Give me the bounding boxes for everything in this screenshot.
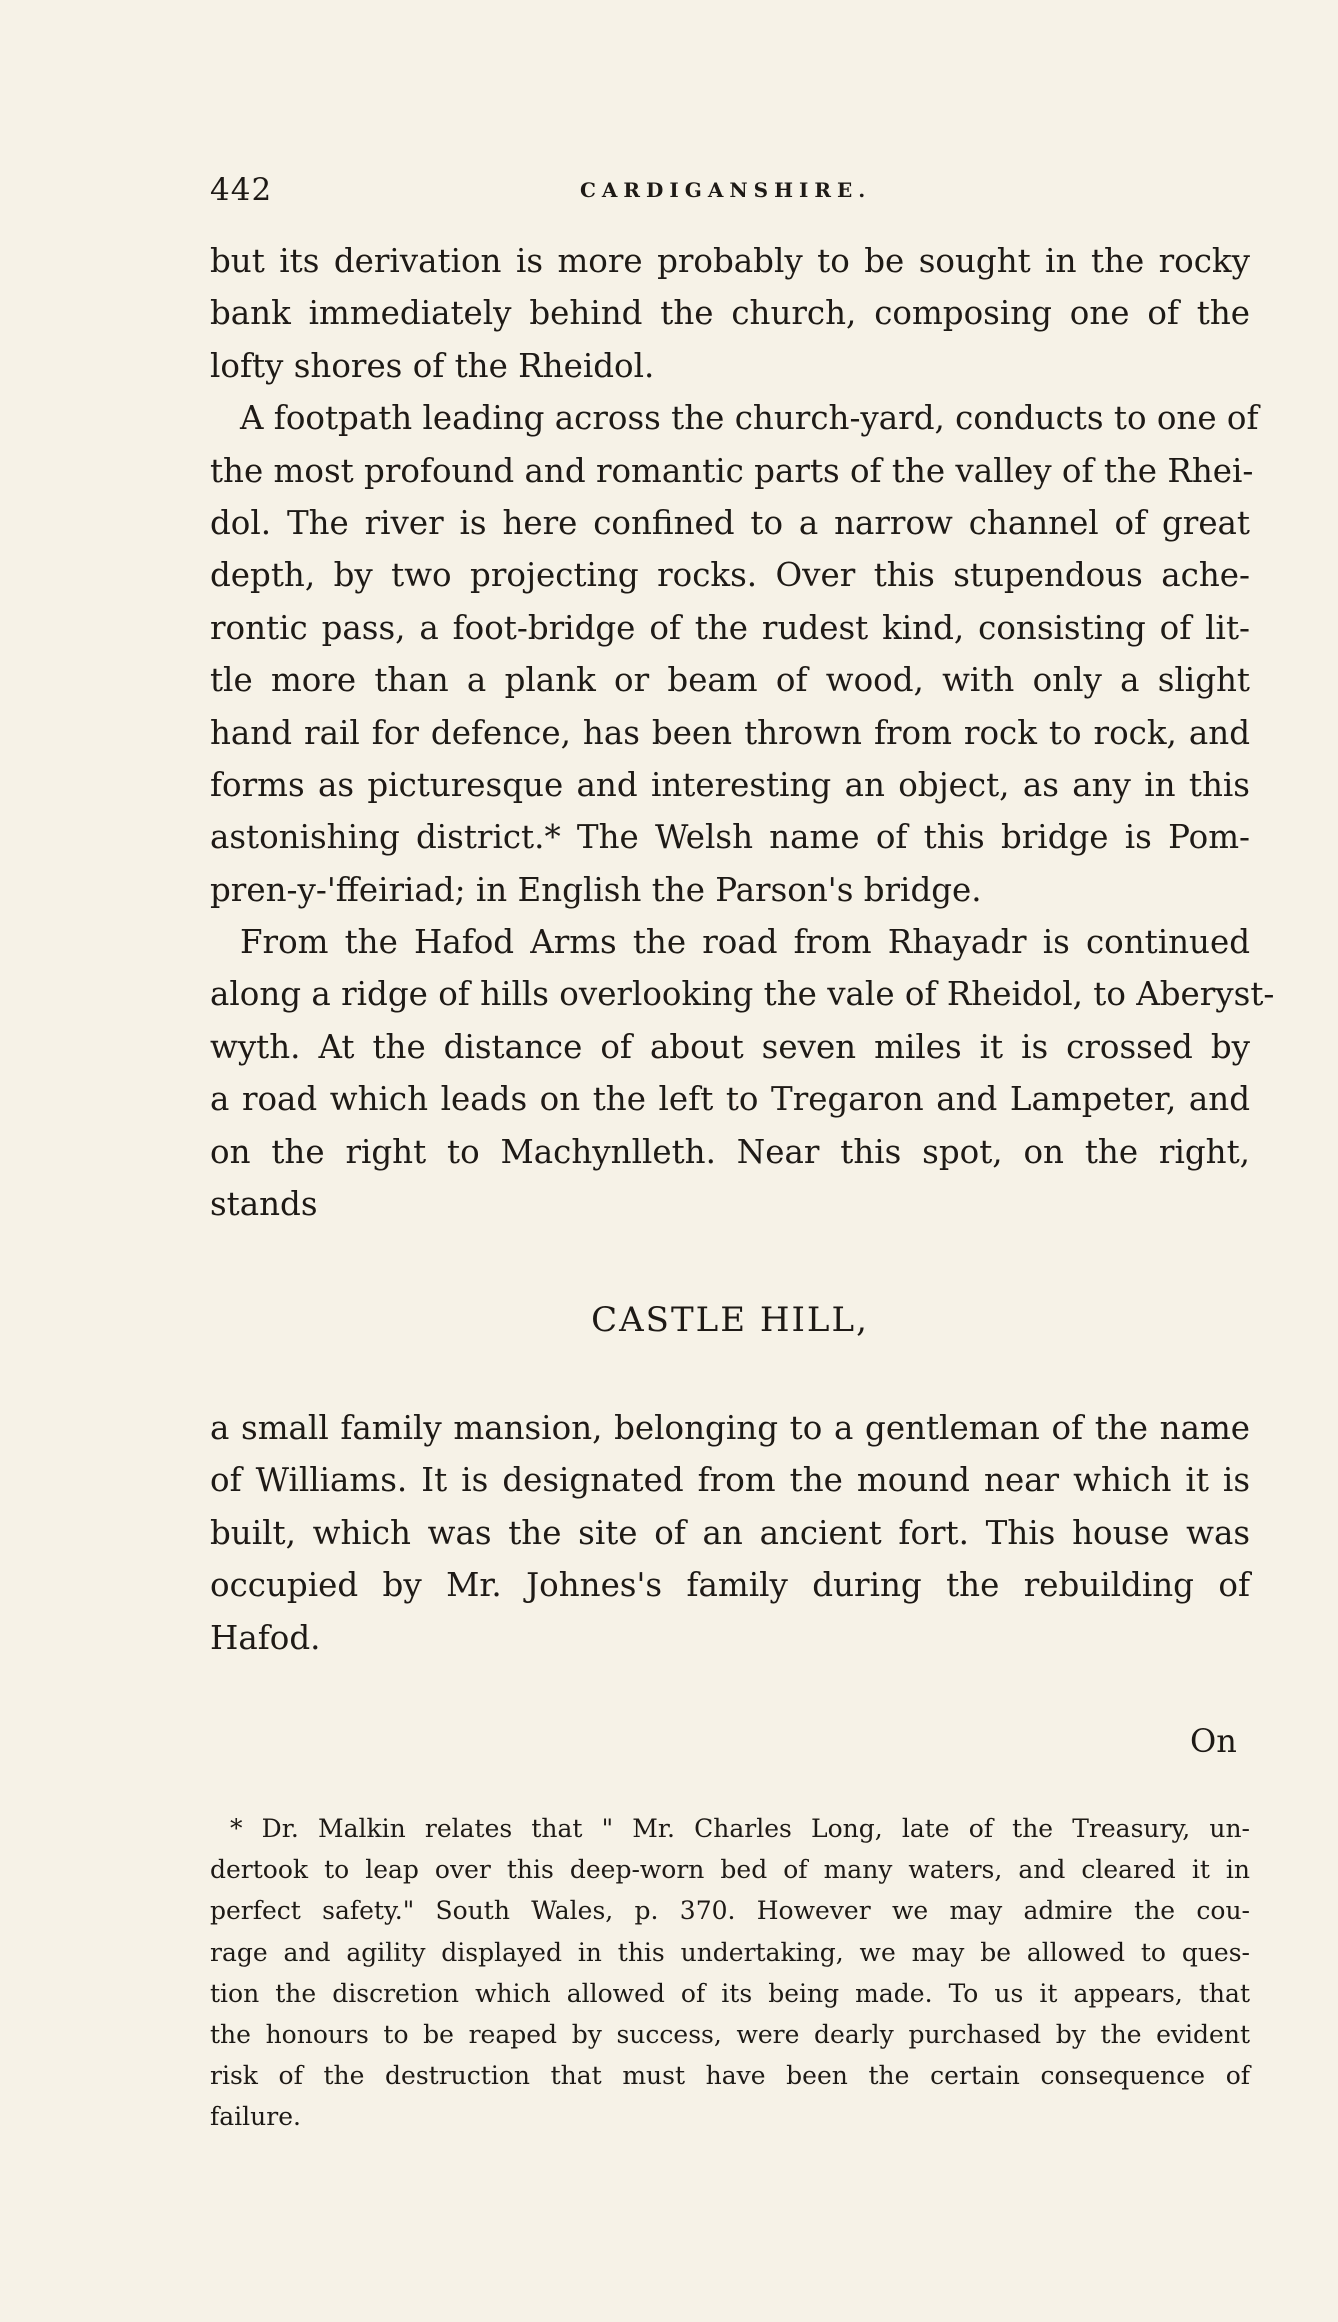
text-line: a small family mansion, belonging to a gentleman of the name — [210, 1409, 1250, 1447]
footnote-line: * Dr. Malkin relates that " Mr. Charles Long, late of the Treasury, un- — [230, 1814, 1250, 1843]
catchword: On — [1190, 1722, 1237, 1760]
text-line: lofty shores of the Rheidol. — [210, 346, 655, 385]
text-line: built, which was the site of an ancient fort. This house was — [210, 1513, 1250, 1552]
text-line: rontic pass, a foot-bridge of the rudest kind, consisting of lit- — [210, 608, 1250, 647]
footnote-line: rage and agility displayed in this undertaking, we may be allowed to ques- — [210, 1937, 1250, 1967]
text-line: bank immediately behind the church, composing one of the — [210, 294, 1250, 333]
page-number: 442 — [210, 172, 273, 208]
footnote-line: perfect safety." South Wales, p. 370. However we may admire the cou- — [210, 1896, 1250, 1926]
text-line: tle more than a plank or beam of wood, with only a slight — [210, 661, 1250, 700]
text-line: dol. The river is here confined to a narrow channel of great — [210, 503, 1250, 542]
text-line: astonishing district.* The Welsh name of this bridge is Pom- — [210, 818, 1250, 857]
text-line: along a ridge of hills overlooking the vale of Rheidol, to Aberyst- — [210, 975, 1275, 1014]
text-line: Hafod. — [210, 1618, 321, 1657]
footnote-line: dertook to leap over this deep-worn bed of many waters, and cleared it in — [210, 1855, 1250, 1885]
footnote-line: risk of the destruction that must have been the certain consequence of — [210, 2061, 1250, 2091]
body-text-continued — [210, 1402, 1250, 1664]
text-line: but its derivation is more probably to be sought in the rocky — [210, 242, 1250, 280]
text-line: stands — [210, 1185, 318, 1224]
footnote-line: the honours to be reaped by success, were dearly purchased by the evident — [210, 2019, 1250, 2049]
text-line: wyth. At the distance of about seven miles it is crossed by — [210, 1027, 1250, 1066]
text-line: A footpath leading across the church-yard, conducts to one of — [240, 399, 1259, 438]
footnote-line: failure. — [210, 2102, 301, 2132]
text-line: of Williams. It is designated from the mound near which it is — [210, 1461, 1250, 1500]
running-title: CARDIGANSHIRE. — [580, 178, 872, 202]
running-head — [210, 172, 1250, 212]
text-line: depth, by two projecting rocks. Over this stupendous ache- — [210, 556, 1250, 595]
footnote — [210, 1808, 1250, 2138]
footnote-line: tion the discretion which allowed of its being made. To us it appears, that — [210, 1978, 1250, 2008]
section-heading: CASTLE HILL, — [591, 1300, 869, 1340]
text-line: forms as picturesque and interesting an object, as any in this — [210, 765, 1250, 804]
text-line: hand rail for defence, has been thrown from rock to rock, and — [210, 713, 1250, 752]
text-line: on the right to Machynlleth. Near this spot, on the right, — [210, 1132, 1250, 1171]
text-line: pren-y-'ffeiriad; in English the Parson's bridge. — [210, 870, 982, 909]
text-line: From the Hafod Arms the road from Rhayadr is continued — [240, 923, 1250, 962]
body-text — [210, 235, 1275, 1230]
text-line: occupied by Mr. Johnes's family during the rebuilding of — [210, 1566, 1250, 1605]
text-line: a road which leads on the left to Tregaron and Lampeter, and — [210, 1080, 1250, 1119]
text-line: the most profound and romantic parts of the valley of the Rhei- — [210, 451, 1254, 490]
